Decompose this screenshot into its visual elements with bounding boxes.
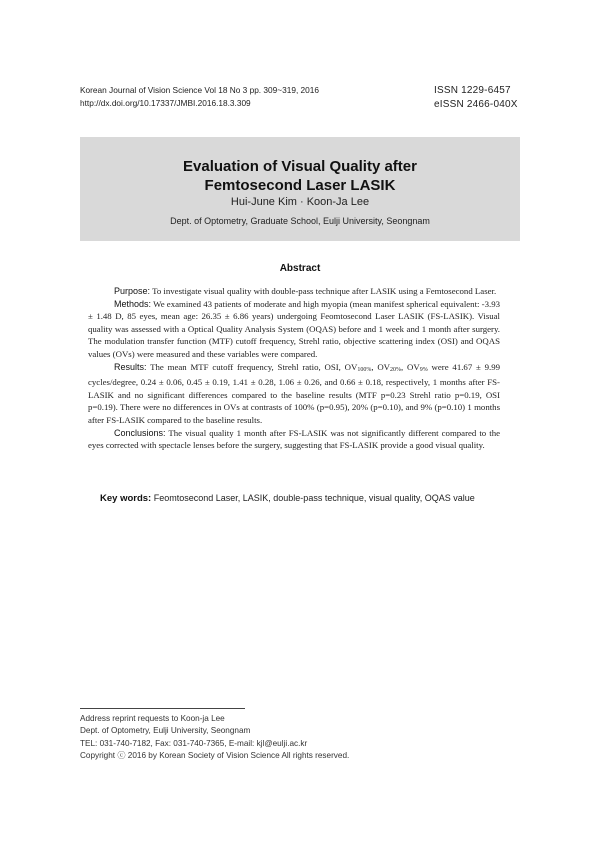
abstract-body <box>88 285 500 452</box>
results-text-4: were 41.67 ± 9.99 cycles/degree, 0.24 ± 0.06, 0.45 ± 0.19, 1.41 ± 0.28, 1.06 ± 0.26, and 0.66 ± 0.18, respectively, 1 months after FS-LASIK and no significant differences compared to the baseline results (MTF p=0.23 Strehl ratio p=0.19, OSI p=0.19). There were no differences in OVs at contrasts of 100% (p=0.95), 20% (p=0.10), and 9% (p=0.10) 1 months after FS-LASIK compared to the baseline results. <box>88 361 501 425</box>
eissn: eISSN 2466-040X <box>434 99 518 110</box>
ov-sub-100: 100% <box>357 366 372 373</box>
purpose-label: Purpose: <box>114 286 151 296</box>
purpose-text: To investigate visual quality with double-pass technique after LASIK using a Femtosecond Laser. <box>150 286 497 296</box>
results-paragraph <box>88 361 500 427</box>
conclusions-text: The visual quality 1 month after FS-LASIK was not significantly different compared to the eyes corrected with spectacle lenses before the surgery, suggesting that FS-LASIK provide a good visual quality. <box>88 427 500 451</box>
affiliation: Dept. of Optometry, Graduate School, Eulji University, Seongnam <box>170 216 430 226</box>
keywords <box>100 493 475 504</box>
footnote-reprint: Address reprint requests to Koon-ja Lee <box>80 714 225 723</box>
abstract-heading: Abstract <box>279 263 321 274</box>
conclusions-paragraph <box>88 427 500 452</box>
keywords-text: Feomtosecond Laser, LASIK, double-pass technique, visual quality, OQAS value <box>151 493 475 503</box>
methods-label: Methods: <box>114 298 152 309</box>
journal-citation: Korean Journal of Vision Science Vol 18 No 3 pp. 309~319, 2016 <box>80 85 320 95</box>
results-text-3: , OV <box>401 361 420 372</box>
footnote-divider <box>80 708 245 709</box>
methods-text: We examined 43 patients of moderate and high myopia (mean manifest spherical equivalent: -3.93 ± 1.48 D, 85 eyes, mean age: 26.35 ± 6.86 years) undergoing Feomtosecond Laser LASIK (FS-LASIK). Visual quality was assessed with a Optical Quality Analysis System (OQAS) before and 1 week and 1 month after surgery. The modulation transfer function (MTF) cutoff frequency, Strehl ratio, objective scattering index (OSI) and OQAS values (OVs) were measured and these variables were compared. <box>88 298 500 359</box>
issn: ISSN 1229-6457 <box>434 85 511 96</box>
issn-block <box>434 84 518 112</box>
footnote <box>80 713 349 762</box>
conclusions-label: Conclusions: <box>114 427 166 438</box>
title-line-2: Femtosecond Laser LASIK <box>204 177 396 194</box>
results-text-2: , OV <box>371 361 391 372</box>
footnote-contact: TEL: 031-740-7182, Fax: 031-740-7365, E-mail: kjl@eulji.ac.kr <box>80 738 308 748</box>
footnote-copyright: Copyright ⓒ 2016 by Korean Society of Vision Science All rights reserved. <box>80 750 350 760</box>
results-text-1: The mean MTF cutoff frequency, Strehl ratio, OSI, OV <box>146 361 358 372</box>
paper-title <box>80 157 520 195</box>
doi-link[interactable]: http://dx.doi.org/10.17337/JMBI.2016.18.3.309 <box>80 98 251 108</box>
methods-paragraph <box>88 298 500 361</box>
purpose-paragraph <box>88 285 500 298</box>
ov-sub-20: 20% <box>390 366 402 373</box>
footnote-dept: Dept. of Optometry, Eulji University, Seongnam <box>80 726 251 736</box>
title-line-1: Evaluation of Visual Quality after <box>183 158 417 175</box>
journal-header <box>80 84 319 110</box>
ov-sub-9: 9% <box>419 366 428 373</box>
keywords-label: Key words: <box>100 493 152 504</box>
authors: Hui-June Kim · Koon-Ja Lee <box>230 196 370 208</box>
results-label: Results: <box>114 361 147 372</box>
